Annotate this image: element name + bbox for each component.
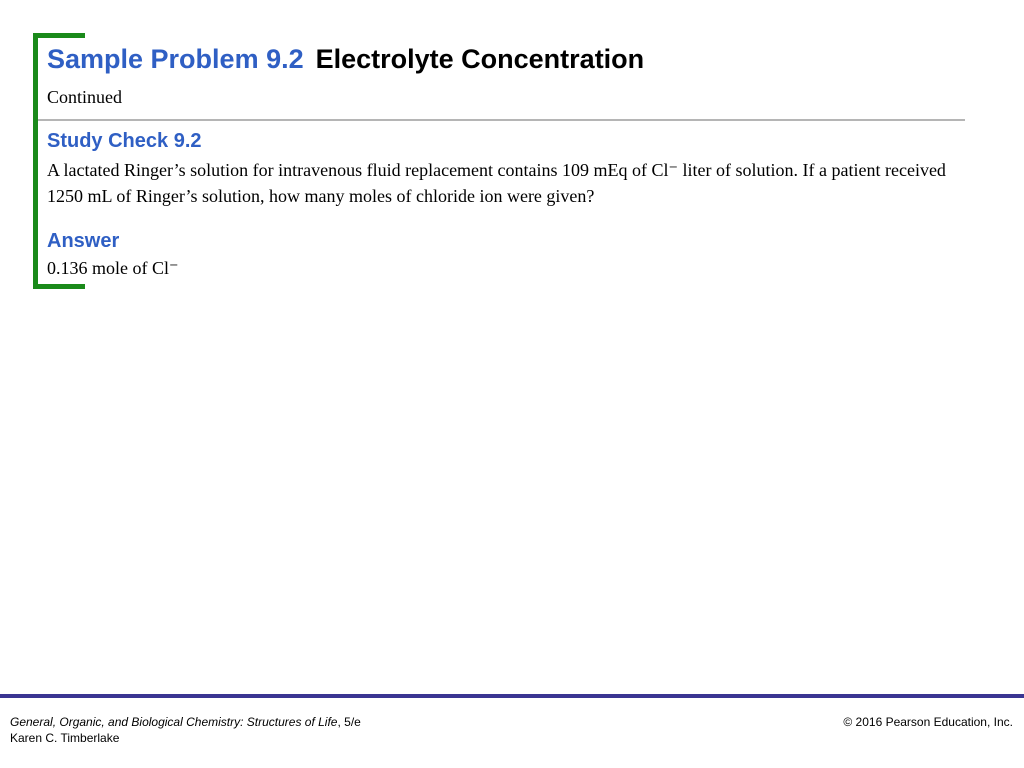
footer-citation bbox=[10, 714, 361, 746]
title-divider bbox=[38, 119, 965, 121]
continued-label: Continued bbox=[47, 87, 122, 107]
answer-heading: Answer bbox=[47, 230, 120, 252]
footer-rule bbox=[0, 694, 1024, 698]
footer-copyright: © 2016 Pearson Education, Inc. bbox=[843, 715, 1013, 729]
footer-book-title: General, Organic, and Biological Chemistry: Structures of Life bbox=[10, 715, 338, 729]
study-check-heading: Study Check 9.2 bbox=[47, 130, 202, 152]
study-check-question: A lactated Ringer’s solution for intravenous fluid replacement contains 109 mEq of Cl⁻ liter of solution. If a patient received 1250 mL of Ringer’s solution, how many moles of chloride ion were given? bbox=[47, 160, 946, 206]
bracket-bottom-bar bbox=[33, 284, 85, 289]
bracket-top-bar bbox=[33, 33, 85, 38]
title-topic: Electrolyte Concentration bbox=[315, 44, 645, 74]
footer-book-line bbox=[10, 714, 361, 730]
answer-value: 0.136 mole of Cl⁻ bbox=[47, 258, 179, 278]
slide-title bbox=[47, 44, 644, 75]
footer-edition: , 5/e bbox=[337, 715, 361, 729]
title-problem-number: Sample Problem 9.2 bbox=[47, 44, 304, 74]
footer-author: Karen C. Timberlake bbox=[10, 731, 120, 745]
bracket-vertical-bar bbox=[33, 33, 38, 289]
